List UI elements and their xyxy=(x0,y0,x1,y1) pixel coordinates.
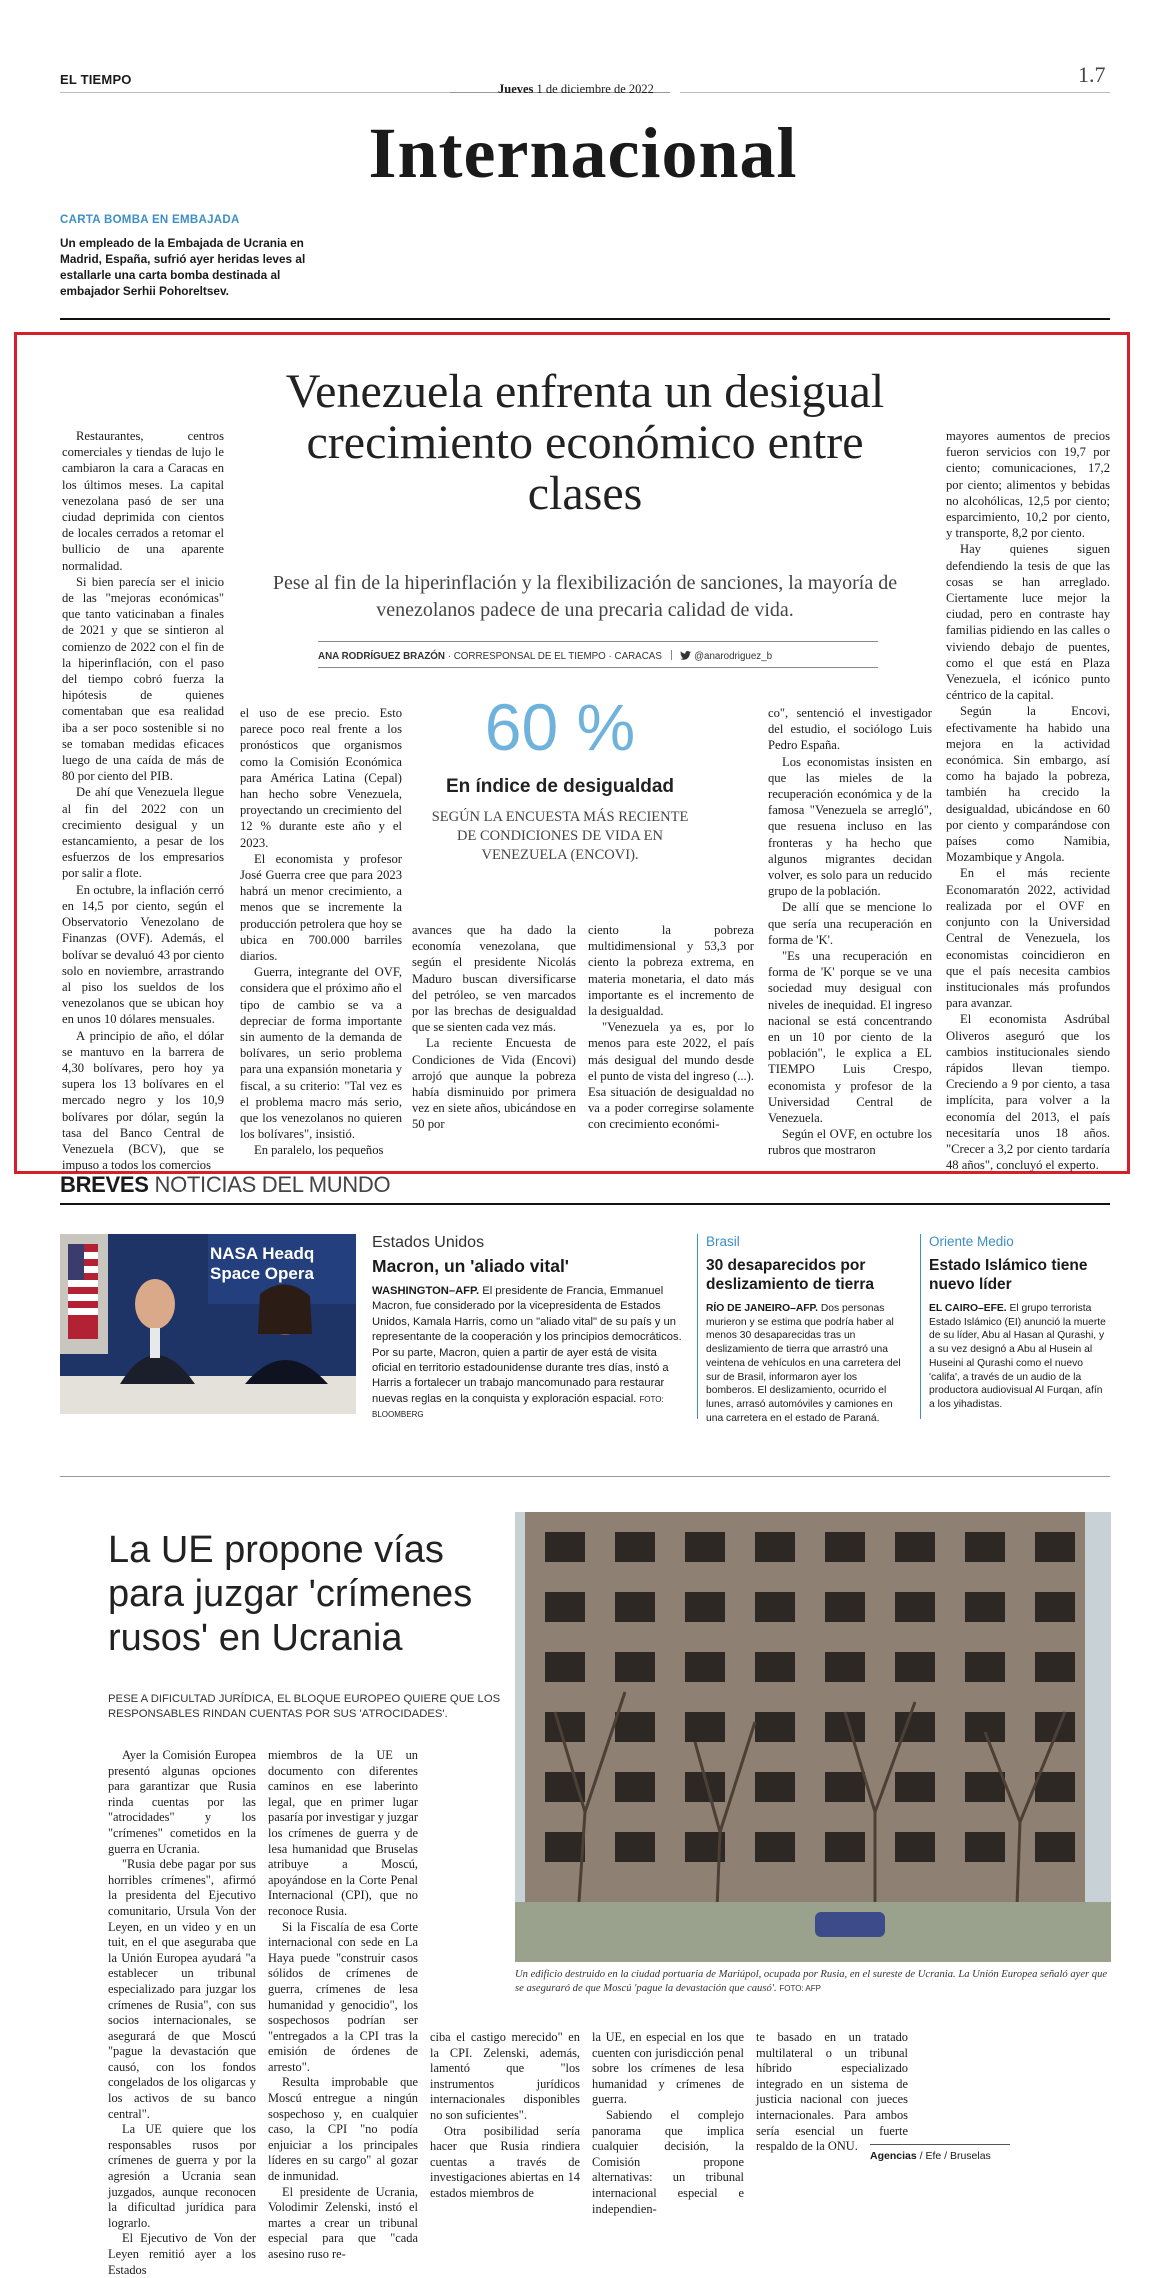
paragraph: ciba el castigo merecido" en la CPI. Zelenski, además, lamentó que "los instrumentos jurídicos internacionales disponibles no son suficientes". xyxy=(430,2030,580,2122)
masthead-rule-left xyxy=(60,92,450,93)
paragraph: Sabiendo el complejo panorama que implica cualquier decisión, la Comisión propone alternativas: un tribunal internacional especial e independien- xyxy=(592,2107,744,2216)
agencies-rule xyxy=(870,2144,1010,2145)
brief-1-dateline: WASHINGTON–AFP. xyxy=(372,1285,480,1297)
newspaper-name: EL TIEMPO xyxy=(60,72,132,87)
section-rule xyxy=(60,1476,1110,1477)
paragraph: mayores aumentos de precios fueron servicios con 19,7 por ciento; comunicaciones, 17,2 por ciento; alimentos y bebidas no alcohólicas, 12,5 por ciento; esparcimiento, 10,2 por ciento, y transporte, 8,2 por ciento. xyxy=(946,429,1110,541)
eu-col-1 xyxy=(108,1748,256,2278)
section-title: Internacional xyxy=(368,113,798,193)
brief-2-kicker: Brasil xyxy=(706,1234,740,1249)
paragraph: En el más reciente Economaratón 2022, actividad realizada por el OVF en conjunto con la Universidad Central de Venezuela, los economistas coincidieron en que el país necesita cambios institucionales más profundos para avanzar. xyxy=(946,866,1110,1011)
paragraph: El economista Asdrúbal Oliveros aseguró que los cambios institucionales siendo rápidos llevan tiempo. Creciendo a 9 por ciento, a tasa implícita, para volver a la economía del 2013, el país necesitaría unos 18 años. "Crecer a 3,2 por ciento tardaría 48 años", concluyó el experto. xyxy=(946,1012,1110,1173)
brief-divider xyxy=(920,1234,921,1419)
flag-icon xyxy=(68,1244,98,1339)
main-col-5 xyxy=(768,705,932,1159)
paragraph: Resulta improbable que Moscú entregue a ningún sospechoso y, en cualquier caso, la CPI "no podía enjuiciar a los principales líderes en su cargo" al gozar de inmunidad. xyxy=(268,2075,418,2184)
stat-caption: SEGÚN LA ENCUESTA MÁS RECIENTE DE CONDICIONES DE VIDA EN VENEZUELA (ENCOVI). xyxy=(431,809,689,863)
mariupol-photo[interactable] xyxy=(515,1512,1111,1962)
paragraph: Hay quienes siguen defendiendo la tesis de que las cosas se han arreglado. Ciertamente luce mejor la ciudad, pero en contraste hay familias pidiendo en las calles o viviendo debajo de puentes, como el que está en Plaza Venezuela, el icónico punto céntrico de la capital. xyxy=(946,542,1110,703)
paragraph: el uso de ese precio. Esto parece poco real frente a los pronósticos que organismos como la Comisión Económica para América Latina (Cepal) han hecho sobre Venezuela, proyectando un crecimiento del 12 % durante este año y el 2023. xyxy=(240,706,402,850)
brief-2-headline[interactable]: 30 desaparecidos por deslizamiento de tierra xyxy=(706,1257,874,1293)
section-divider xyxy=(60,318,1110,320)
brief-divider xyxy=(697,1234,698,1419)
byline-author: ANA RODRÍGUEZ BRAZÓN xyxy=(318,651,445,662)
paragraph: El presidente de Ucrania, Volodimir Zelenski, instó el martes a crear un tribunal especial para que "cada asesino ruso re- xyxy=(268,2184,418,2261)
brief-1-body xyxy=(372,1284,684,1423)
eu-col-4 xyxy=(592,2030,744,2217)
paragraph: El Ejecutivo de Von der Leyen remitió ayer a los Estados xyxy=(108,2231,256,2277)
stat-value: 60 % xyxy=(484,690,636,764)
breves-label: BREVES xyxy=(60,1172,149,1197)
eu-col-2 xyxy=(268,1748,418,2263)
paragraph: Si bien parecía ser el inicio de las "mejoras económicas" que tanto vaticinaban a finales de 2021 y que se sintieron al comienzo de 2022 con el fin de la hiperinflación, con el paso del tiempo cobró fuerza la hipótesis de quienes comentaban que esa realidad iba a ser poco sostenible si no se tomaban medidas eficaces luego de una caída de más de 80 por ciento del PIB. xyxy=(62,574,224,784)
paragraph: A principio de año, el dólar se mantuvo en la barrera de 4,30 bolívares, pero hoy ya supera los 13 bolívares en el mercado negro y los 10,9 bolívares por dólar, según la tasa del Banco Central de Venezuela (BCV), que se impuso a todos los comercios xyxy=(62,1028,224,1173)
main-col-4 xyxy=(588,922,754,1133)
photo-credit: FOTO: AFP xyxy=(779,1984,821,1993)
byline-twitter[interactable]: @anarodriguez_b xyxy=(694,651,773,662)
page-number: 1.7 xyxy=(1078,62,1106,87)
paragraph: Según el OVF, en octubre los rubros que mostraron xyxy=(768,1127,932,1158)
paragraph: Si la Fiscalía de esa Corte internacional con sede en La Haya puede "construir casos sólidos de crímenes de guerra, crímenes de lesa humanidad y genocidio", los sospechosos podrían ser "entregados a la CPI tras la emisión de órdenes de arresto". xyxy=(268,1919,418,2074)
brief-3-kicker: Oriente Medio xyxy=(929,1234,1014,1249)
paragraph: De allí que se mencione lo que sería una recuperación en forma de 'K'. xyxy=(768,900,932,947)
main-deck: Pese al fin de la hiperinflación y la flexibilización de sanciones, la mayoría de venezolanos padece de una precaria calidad de vida. xyxy=(272,572,898,621)
paragraph: Los economistas insisten en que las mieles de la recuperación económica y de la famosa "Venezuela se arregló", que resuena incluso en las fronteras y ha hecho que algunos migrantes decidan volver, es solo para un reducido grupo de la población. xyxy=(768,754,932,899)
photo-caption xyxy=(515,1968,1111,1996)
main-col-6 xyxy=(946,428,1110,1173)
paragraph: la UE, en especial en los que cuenten con jurisdicción penal sobre los crímenes de lesa humanidad y crímenes de guerra. xyxy=(592,2030,744,2107)
paragraph: En paralelo, los pequeños xyxy=(254,1143,384,1158)
paragraph: miembros de la UE un documento con diferentes caminos en ese laberinto legal, que en primer lugar pasaría por investigar y juzgar los crímenes de guerra y de lesa humanidad que Bruselas atribuye a Moscú, apoyándose en la Corte Penal Internacional (CPI), que no reconoce Rusia. xyxy=(268,1748,419,1918)
eu-col-3 xyxy=(430,2030,580,2202)
breves-sublabel: NOTICIAS DEL MUNDO xyxy=(154,1172,391,1197)
paragraph: Según la Encovi, efectivamente ha habido una mejora en la actividad económica. Sin embargo, así como ha bajado la pobreza, también ha crecido la desigualdad, ubicándose en 60 por ciento y comparándose con países como Namibia, Mozambique y Angola. xyxy=(946,704,1110,865)
paragraph: avances que ha dado la economía venezolana, que según el presidente Nicolás Maduro buscan diversificarse del petróleo, se ven marcados por las brechas de desigualdad que se sienten cada vez más. xyxy=(412,923,576,1035)
photo-sign-text: NASA Headq Space Opera xyxy=(210,1244,315,1283)
brief-2-dateline: RÍO DE JANEIRO–AFP. xyxy=(706,1303,818,1314)
stat-label: En índice de desigualdad xyxy=(445,776,675,797)
brief-3-body xyxy=(929,1302,1111,1412)
eu-col-5 xyxy=(756,2030,908,2155)
brief-1-credit: FOTO: BLOOMBERG xyxy=(372,1394,664,1420)
paragraph: La UE quiere que los responsables rusos por crímenes de guerra y por la agresión a Ucrania sean juzgados, aunque reconocen la dificultad jurídica para lograrlo. xyxy=(108,2122,256,2230)
teaser-text[interactable]: Un empleado de la Embajada de Ucrania en Madrid, España, sufrió ayer heridas leves al estallarle una carta bomba destinada al embajador Serhii Pohoreltsev. xyxy=(60,236,306,298)
masthead-rule-right xyxy=(680,92,1110,93)
brief-3-headline[interactable]: Estado Islámico tiene nuevo líder xyxy=(929,1257,1088,1293)
issue-date: Jueves 1 de diciembre de 2022 xyxy=(498,82,654,96)
paragraph: "Es una recuperación en forma de 'K' porque se ve una sociedad muy desigual con niveles de inequidad. El ingreso nacional se está concentrando en un 10 por ciento de la población", le explica a EL TIEMPO Luis Crespo, economista y profesor de la Universidad Central de Venezuela. xyxy=(768,949,932,1126)
paragraph: Ayer la Comisión Europea presentó algunas opciones para garantizar que Rusia rinda cuentas por las "atrocidades" y los "crímenes" cometidos en la guerra en Ucrania. xyxy=(108,1748,256,1856)
main-headline[interactable]: Venezuela enfrenta un desigual crecimiento económico entre clases xyxy=(285,365,885,520)
paragraph: El economista y profesor José Guerra cree que para 2023 habrá un menor crecimiento, a menos que se incremente la producción petrolera que hoy se ubica en 700.000 barriles diarios. xyxy=(240,851,402,964)
paragraph: "Venezuela ya es, por lo menos para este 2022, el país más desigual del mundo desde el punto de vista del ingreso (...). Esa situación de desigualdad no va a poder corregirse solamente con crecimiento económi- xyxy=(588,1020,754,1132)
paragraph: te basado en un tratado multilateral o un tribunal híbrido especializado integrado en un sistema de justicia nacional con jueces internacionales. Para ambos sería esencial un fuerte respaldo de la ONU. xyxy=(756,2030,908,2154)
byline-rule-bottom xyxy=(318,667,878,668)
teaser-kicker: CARTA BOMBA EN EMBAJADA xyxy=(60,214,240,226)
paragraph: ciento la pobreza multidimensional y 53,3 por ciento la pobreza extrema, en materia monetaria, el dato más importante es el incremento de la desigualdad. xyxy=(588,923,754,1019)
photo-caption-text: Un edificio destruido en la ciudad portuaria de Mariúpol, ocupada por Rusia, en el sureste de Ucrania. La Unión Europea señaló ayer que se aseguraró de que Moscú 'pague la devastación que causó'. xyxy=(515,1969,1108,1994)
brief-1-kicker: Estados Unidos xyxy=(372,1234,485,1251)
byline-rule-top xyxy=(318,641,878,642)
byline xyxy=(318,650,878,662)
main-col-3 xyxy=(412,922,576,1133)
main-col-1 xyxy=(62,428,224,1173)
breves-header xyxy=(60,1172,390,1198)
byline-role: · CORRESPONSAL DE EL TIEMPO · CARACAS xyxy=(447,651,662,662)
paragraph: co", sentenció el investigador del estudio, el sociólogo Luis Pedro España. xyxy=(768,706,932,753)
paragraph: En octubre, la inflación cerró en 14,5 por ciento, según el Observatorio Venezolano de Finanzas (OVF). Además, el bolívar se devaluó 43 por ciento solo en noviembre, arrastrando al piso los sueldos de los venezolanos que se ubican hoy en unos 10 dólares mensuales. xyxy=(62,882,224,1027)
brief-3-dateline: EL CAIRO–EFE. xyxy=(929,1303,1007,1314)
paragraph: Guerra, integrante del OVF, considera que el próximo año el tipo de cambio se va a depreciar de forma importante sin aumento de la demanda de bolívares, un serio problema para una expansión monetaria y fiscal, a su criterio: "Tal vez es el problema macro más serio, que los venezolanos no quieren los bolívares", insistió. xyxy=(240,965,402,1142)
paragraph: De ahí que Venezuela llegue al fin del 2022 con un crecimiento desigual y un estancamiento, a pesar de los esfuerzos de los empresarios por salir a flote. xyxy=(62,785,224,881)
agencies-credit: Agencias / Efe / Bruselas xyxy=(870,2150,991,2162)
macron-harris-photo[interactable] xyxy=(60,1234,356,1414)
brief-2-text: Dos personas murieron y se estima que podría haber al menos 30 desaparecidas tras un deslizamiento de tierra que arrastró una veintena de vehículos en una carretera del sur de Brasil, informaron ayer los bomberos. El deslizamiento, ocurrido el lunes, arrasó automóviles y camiones en una carretera en el estado de Paraná. xyxy=(706,1303,901,1424)
brief-3-text: El grupo terrorista Estado Islámico (EI) anunció la muerte de su líder, Abu al Hasan al Qurashi, y a su vez designó a Abu al Husein al Huseini al Qurashi como el nuevo 'califa', a través de un audio de la productora audiovisual Al Furqan, afín a los yihadistas. xyxy=(929,1303,1106,1410)
twitter-icon xyxy=(680,651,691,660)
main-col-2 xyxy=(240,705,402,1159)
brief-1-text: El presidente de Francia, Emmanuel Macron, fue considerado por la vicepresidenta de Estados Unidos, Kamala Harris, como un "aliado vital" de su país y un representante de la cooperación y los principios democráticos. Por su parte, Macron, quien a partir de ayer está de visita oficial en territorio estadounidense durante tres días, instó a Harris a fortalecer un trabajo mancomunado para restaurar nuevas reglas en la conquista y exploración espacial. xyxy=(372,1285,682,1405)
paragraph: La reciente Encuesta de Condiciones de Vida (Encovi) arrojó que aunque la pobreza había disminuido por primera vez en siete años, ubicándose en 50 por xyxy=(412,1036,576,1132)
brief-2-body xyxy=(706,1302,906,1425)
eu-deck: PESE A DIFICULTAD JURÍDICA, EL BLOQUE EUROPEO QUIERE QUE LOS RESPONSABLES RINDAN CUENTAS POR SUS 'ATROCIDADES'. xyxy=(108,1693,501,1720)
eu-headline[interactable]: La UE propone vías para juzgar 'crímenes rusos' en Ucrania xyxy=(108,1529,473,1659)
ruined-building-illustration xyxy=(515,1512,1111,1962)
breves-rule xyxy=(60,1203,1110,1205)
brief-1-headline[interactable]: Macron, un 'aliado vital' xyxy=(372,1256,569,1276)
paragraph: Restaurantes, centros comerciales y tiendas de lujo le cambiaron la cara a Caracas en los últimos meses. La capital venezolana pasó de ser una ciudad deprimida con cientos de locales cerrados a retomar el bullicio de una aparente normalidad. xyxy=(62,429,224,573)
paragraph: "Rusia debe pagar por sus horribles crímenes", afirmó la presidenta del Ejecutivo comunitario, Ursula Von der Leyen, en un video y en un tuit, en el que aseguraba que la Unión Europea ayudará "a establecer un tribunal especializado para juzgar los crímenes de Rusia", con sus socios internacionales, se asegurará de que Moscú "pague la devastación que causó, con los fondos congelados de los oligarcas y los activos de su banco central". xyxy=(108,1857,256,2121)
paragraph: Otra posibilidad sería hacer que Rusia rindiera cuentas a través de investigaciones abiertas en 14 estados miembros de xyxy=(430,2123,580,2200)
